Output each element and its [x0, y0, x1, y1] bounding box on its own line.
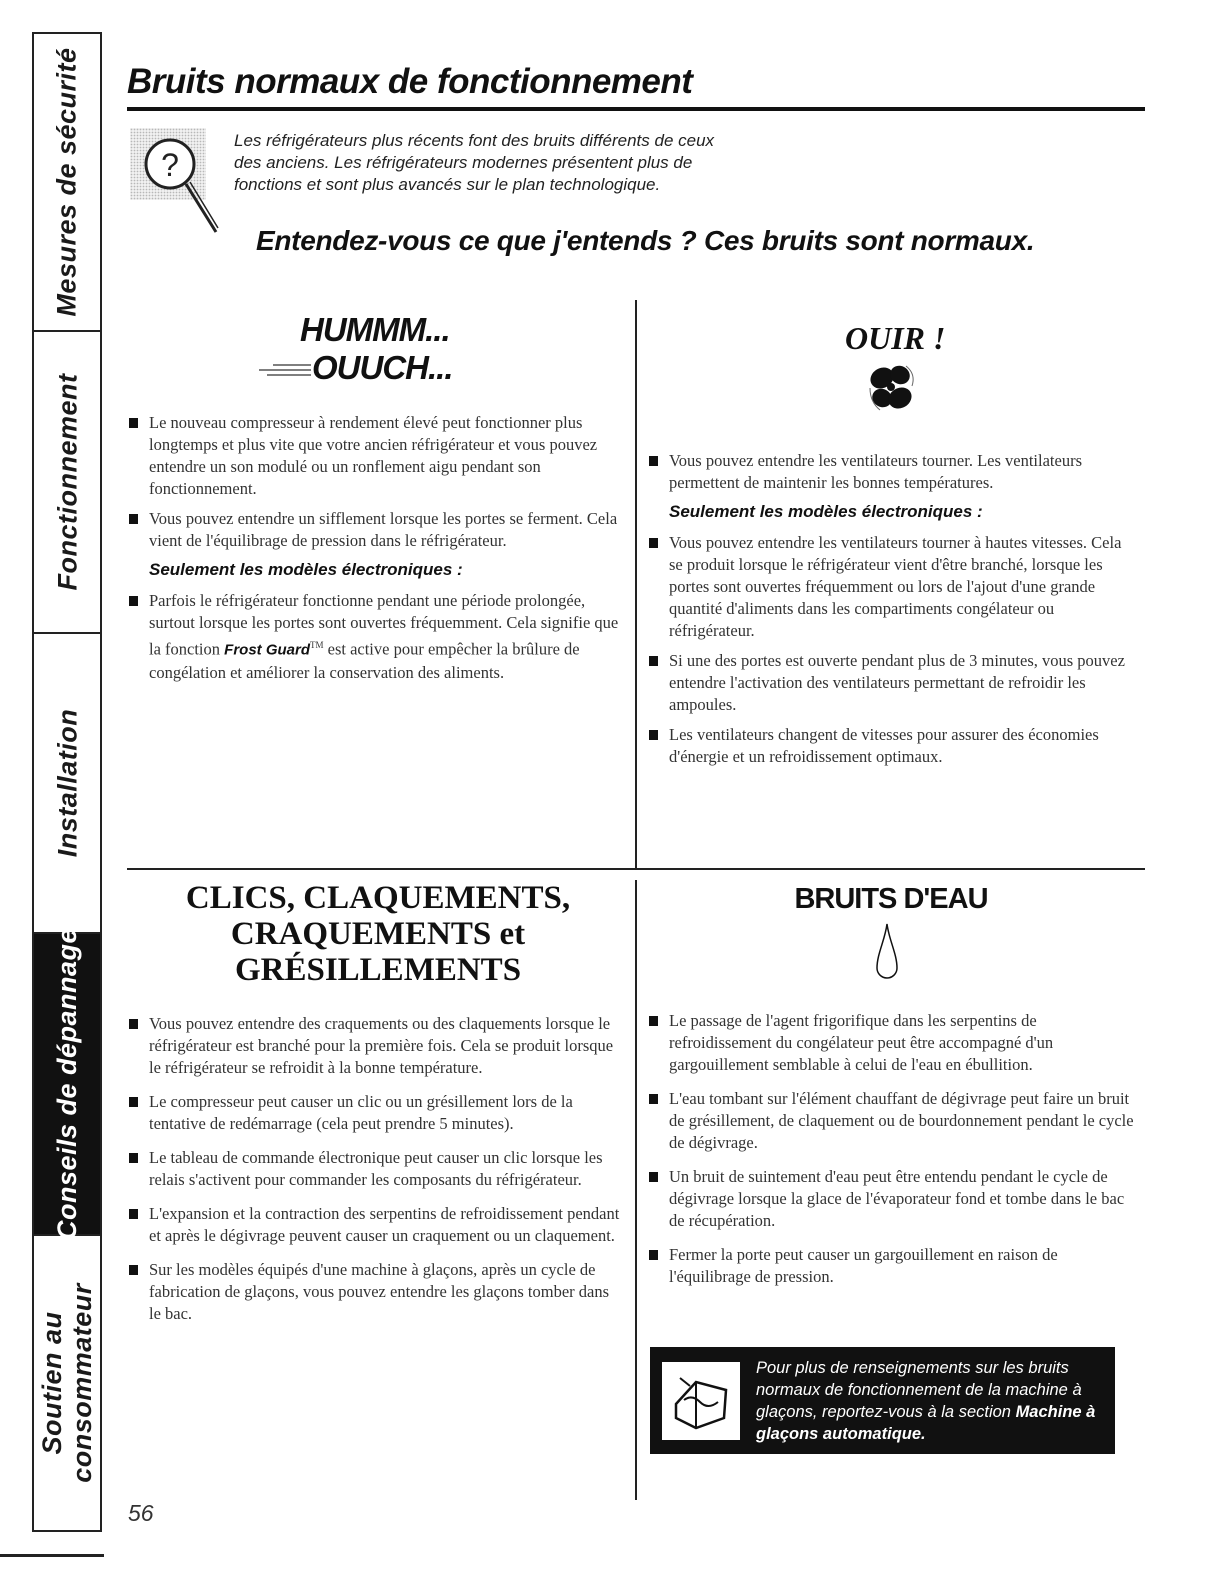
intro-text: [234, 130, 854, 196]
trademark: TM: [310, 640, 324, 650]
note-text: Pour plus de renseignements sur les bruits normaux de fonctionnement de la machine à glaçons, reportez-vous à la section: [756, 1358, 1082, 1421]
tab-soutien-au-consommateur[interactable]: [34, 1236, 100, 1530]
list-item: Le tableau de commande électronique peut causer un clic lorsque les relais s'activent pour commander les composants du réfrigérateur.: [127, 1147, 622, 1191]
tab-label: Fonctionnement: [52, 373, 82, 591]
bullet-text: est active pour empêcher la brûlure de congélation et améliorer la conservation des aliments.: [149, 639, 580, 682]
column-divider-top: [635, 300, 637, 870]
tab-mesures-de-securite[interactable]: [34, 34, 100, 332]
ice-maker-icon: [656, 1356, 746, 1446]
tab-conseils-de-depannage[interactable]: [34, 927, 100, 1241]
tab-label: Conseils de dépannage: [52, 927, 83, 1241]
svg-text:?: ?: [161, 147, 179, 183]
fan-icon: [860, 360, 926, 416]
clics-title: [128, 880, 628, 988]
list-item: Le nouveau compresseur à rendement élevé peut fonctionner plus longtemps et plus vite que votre ancien réfrigérateur et vous pouvez entendre un son modulé ou un ronflement aigu pendant son fonctionnement.: [127, 412, 622, 500]
tab-installation[interactable]: [34, 634, 100, 934]
clics-bullets: [127, 1013, 622, 1325]
tab-label: Installation: [52, 708, 83, 858]
subtitle: Entendez-vous ce que j'entends ? Ces bruits sont normaux.: [256, 225, 1035, 256]
title-rule: [127, 107, 1145, 111]
frost-guard-brand: Frost Guard: [224, 641, 310, 659]
clics-title-line2: CRAQUEMENTS et: [230, 916, 526, 952]
tab-label: [37, 1283, 97, 1483]
side-tab-bar: [32, 32, 102, 1532]
ouir-title: OUIR !: [845, 320, 946, 356]
ouir-bullets-electronic: [647, 532, 1127, 768]
hum-bullets-electronic: [127, 590, 622, 684]
ouir-bullets: [647, 450, 1127, 494]
water-drop-icon: [875, 922, 899, 984]
bottom-rule: [0, 1554, 104, 1557]
ice-maker-section-link[interactable]: Machine à glaçons automatique.: [756, 1402, 1096, 1443]
eau-bullets: [647, 1010, 1142, 1288]
ouch-title: OUUCH...: [312, 349, 453, 386]
list-item: L'expansion et la contraction des serpentins de refroidissement pendant et après le dégivrage peuvent causer un craquement ou un claquement.: [127, 1203, 622, 1247]
hum-section: [127, 412, 622, 692]
hum-bullets: [127, 412, 622, 552]
page-title: Bruits normaux de fonctionnement: [127, 62, 693, 101]
list-item: Vous pouvez entendre un sifflement lorsque les portes se ferment. Cela vient de l'équilibrage de pression dans le réfrigérateur.: [127, 508, 622, 552]
question-magnifier-icon: [130, 128, 220, 236]
list-item: Les ventilateurs changent de vitesses pour assurer des économies d'énergie et un refroidissement optimaux.: [647, 724, 1127, 768]
hum-title: HUMMM...: [300, 311, 450, 348]
tab-label-line1: Soutien au: [37, 1311, 67, 1455]
speed-lines-icon: [255, 360, 311, 380]
list-item: L'eau tombant sur l'élément chauffant de dégivrage peut faire un bruit de grésillement, de claquement ou de bourdonnement pendant le cycle de dégivrage.: [647, 1088, 1142, 1154]
electronic-models-subhead: Seulement les modèles électroniques :: [149, 560, 463, 579]
tab-label: Mesures de sécurité: [52, 47, 82, 317]
list-item: [127, 590, 622, 684]
eau-title: BRUITS D'EAU: [794, 883, 988, 915]
ice-maker-note-box: [650, 1347, 1115, 1454]
list-item: Le passage de l'agent frigorifique dans les serpentins de refroidissement du congélateur peut être accompagné d'un gargouillement semblable à celui de l'eau en ébullition.: [647, 1010, 1142, 1076]
column-divider-bottom: [635, 880, 637, 1500]
list-item: Si une des portes est ouverte pendant plus de 3 minutes, vous pouvez entendre l'activation des ventilateurs permettant de refroidir les ampoules.: [647, 650, 1127, 716]
list-item: Le compresseur peut causer un clic ou un grésillement lors de la tentative de redémarrage (cela peut prendre 5 minutes).: [127, 1091, 622, 1135]
intro-line: fonctions et sont plus avancés sur le plan technologique.: [234, 175, 661, 194]
list-item: Vous pouvez entendre les ventilateurs tourner à hautes vitesses. Cela se produit lorsque le réfrigérateur vient d'être branché, lorsque les portes sont ouvertes fréquemment ou lors de l'ajout d'une grande quantité d'aliments dans les compartiments congélateur ou réfrigérateur.: [647, 532, 1127, 642]
electronic-models-subhead: Seulement les modèles électroniques :: [669, 502, 983, 521]
list-item: Sur les modèles équipés d'une machine à glaçons, après un cycle de fabrication de glaçons, vous pouvez entendre les glaçons tomber dans le bac.: [127, 1259, 622, 1325]
list-item: Vous pouvez entendre les ventilateurs tourner. Les ventilateurs permettent de maintenir les bonnes températures.: [647, 450, 1127, 494]
row-divider: [127, 868, 1145, 870]
ice-maker-note-text: [756, 1357, 1115, 1445]
list-item: Fermer la porte peut causer un gargouillement en raison de l'équilibrage de pression.: [647, 1244, 1142, 1288]
clics-section: [127, 1013, 622, 1333]
eau-section: [647, 1010, 1142, 1296]
tab-label-line2: consommateur: [67, 1283, 97, 1483]
intro-line: Les réfrigérateurs plus récents font des bruits différents de ceux: [234, 131, 715, 150]
clics-title-line3: GRÉSILLEMENTS: [234, 952, 522, 988]
list-item: Un bruit de suintement d'eau peut être entendu pendant le cycle de dégivrage lorsque la glace de l'évaporateur fond et tombe dans le bac de récupération.: [647, 1166, 1142, 1232]
intro-line: des anciens. Les réfrigérateurs modernes présentent plus de: [234, 153, 693, 172]
clics-title-line1: CLICS, CLAQUEMENTS,: [185, 880, 571, 916]
list-item: Vous pouvez entendre des craquements ou des claquements lorsque le réfrigérateur est branché pour la première fois. Cela se produit lorsque le réfrigérateur se refroidit à la bonne température.: [127, 1013, 622, 1079]
ouir-section: [647, 450, 1127, 776]
bullet-text: Parfois le réfrigérateur fonctionne pendant une période prolongée, surtout lorsque les portes sont ouvertes fréquemment. Cela signifie que la fonction: [149, 591, 619, 659]
page-number: 56: [128, 1500, 154, 1526]
tab-fonctionnement[interactable]: [34, 332, 100, 634]
